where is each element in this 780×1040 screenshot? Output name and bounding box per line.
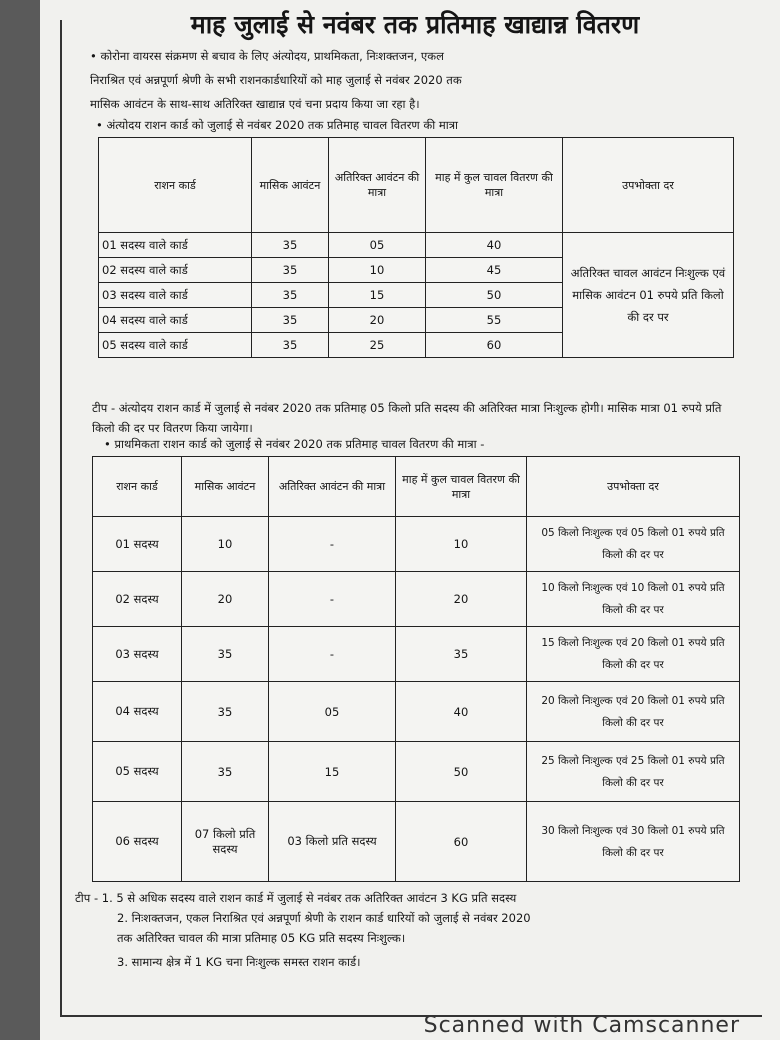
antyodaya-heading: • अंत्योदय राशन कार्ड को जुलाई से नवंबर 2020 तक प्रतिमाह चावल वितरण की मात्रा bbox=[96, 118, 459, 132]
col-header: मासिक आवंटन bbox=[182, 457, 269, 517]
cell-total: 20 bbox=[396, 572, 527, 627]
cell-total: 60 bbox=[396, 802, 527, 882]
cell-rate: 20 किलो निःशुल्क एवं 20 किलो 01 रुपये प्रति किलो की दर पर bbox=[527, 682, 740, 742]
cell-card: 02 सदस्य bbox=[93, 572, 182, 627]
table-header-row bbox=[93, 457, 740, 517]
col-header: मासिक आवंटन bbox=[252, 138, 329, 233]
col-header: माह में कुल चावल वितरण की मात्रा bbox=[426, 138, 563, 233]
cell-total: 50 bbox=[426, 283, 563, 308]
cell-total: 35 bbox=[396, 627, 527, 682]
footnote-line: टीप - 1. 5 से अधिक सदस्य वाले राशन कार्ड में जुलाई से नवंबर तक अतिरिक्त आवंटन 3 KG प्रति सदस्य bbox=[75, 891, 517, 905]
col-header: माह में कुल चावल वितरण की मात्रा bbox=[396, 457, 527, 517]
cell-card: 04 सदस्य वाले कार्ड bbox=[99, 308, 252, 333]
intro-paragraph bbox=[90, 44, 730, 116]
table-row bbox=[93, 682, 740, 742]
cell-card: 04 सदस्य bbox=[93, 682, 182, 742]
intro-line: • कोरोना वायरस संक्रमण से बचाव के लिए अंत्योदय, प्राथमिकता, निःशक्तजन, एकल bbox=[90, 49, 444, 63]
cell-total: 40 bbox=[396, 682, 527, 742]
cell-rate: 15 किलो निःशुल्क एवं 20 किलो 01 रुपये प्रति किलो की दर पर bbox=[527, 627, 740, 682]
cell-total: 50 bbox=[396, 742, 527, 802]
col-header: अतिरिक्त आवंटन की मात्रा bbox=[329, 138, 426, 233]
cell-monthly: 35 bbox=[252, 258, 329, 283]
cell-monthly: 35 bbox=[252, 283, 329, 308]
cell-rate: 10 किलो निःशुल्क एवं 10 किलो 01 रुपये प्रति किलो की दर पर bbox=[527, 572, 740, 627]
cell-extra: 10 bbox=[329, 258, 426, 283]
intro-line: निराश्रित एवं अन्नपूर्णा श्रेणी के सभी राशनकार्डधारियों को माह जुलाई से नवंबर 2020 तक bbox=[90, 73, 462, 87]
cell-monthly: 35 bbox=[182, 682, 269, 742]
intro-line: मासिक आवंटन के साथ-साथ अतिरिक्त खाद्यान्न एवं चना प्रदाय किया जा रहा है। bbox=[90, 97, 420, 111]
cell-rate: 25 किलो निःशुल्क एवं 25 किलो 01 रुपये प्रति किलो की दर पर bbox=[527, 742, 740, 802]
cell-rate: 30 किलो निःशुल्क एवं 30 किलो 01 रुपये प्रति किलो की दर पर bbox=[527, 802, 740, 882]
cell-monthly: 10 bbox=[182, 517, 269, 572]
antyodaya-note: टीप - अंत्योदय राशन कार्ड में जुलाई से नवंबर 2020 तक प्रतिमाह 05 किलो प्रति सदस्य की अतिरिक्त मात्रा निःशुल्क होगी। मासिक मात्रा 01 रुपये प्रति किलो की दर पर वितरण किया जायेगा। bbox=[92, 401, 722, 435]
cell-extra: - bbox=[269, 572, 396, 627]
footnotes bbox=[75, 888, 755, 972]
cell-card: 01 सदस्य वाले कार्ड bbox=[99, 233, 252, 258]
cell-extra: 25 bbox=[329, 333, 426, 358]
page-title: माह जुलाई से नवंबर तक प्रतिमाह खाद्यान्न वितरण bbox=[190, 10, 640, 39]
col-header: उपभोक्ता दर bbox=[527, 457, 740, 517]
antyodaya-table bbox=[98, 137, 734, 358]
col-header: उपभोक्ता दर bbox=[563, 138, 734, 233]
cell-total: 55 bbox=[426, 308, 563, 333]
table-row bbox=[93, 742, 740, 802]
cell-extra: - bbox=[269, 627, 396, 682]
cell-total: 10 bbox=[396, 517, 527, 572]
footnote-line: तक अतिरिक्त चावल की मात्रा प्रतिमाह 05 KG प्रति सदस्य निःशुल्क। bbox=[117, 931, 406, 945]
cell-card: 01 सदस्य bbox=[93, 517, 182, 572]
col-header: राशन कार्ड bbox=[99, 138, 252, 233]
cell-monthly: 07 किलो प्रति सदस्य bbox=[182, 802, 269, 882]
priority-heading: • प्राथमिकता राशन कार्ड को जुलाई से नवंबर 2020 तक प्रतिमाह चावल वितरण की मात्रा - bbox=[104, 437, 485, 451]
table-row bbox=[93, 627, 740, 682]
cell-card: 06 सदस्य bbox=[93, 802, 182, 882]
cell-card: 02 सदस्य वाले कार्ड bbox=[99, 258, 252, 283]
priority-table bbox=[92, 456, 740, 882]
cell-monthly: 35 bbox=[252, 308, 329, 333]
cell-rate: अतिरिक्त चावल आवंटन निःशुल्क एवं मासिक आवंटन 01 रुपये प्रति किलो की दर पर bbox=[563, 233, 734, 358]
cell-card: 05 सदस्य bbox=[93, 742, 182, 802]
table-row bbox=[93, 802, 740, 882]
cell-extra: 03 किलो प्रति सदस्य bbox=[269, 802, 396, 882]
cell-extra: 05 bbox=[329, 233, 426, 258]
cell-total: 45 bbox=[426, 258, 563, 283]
cell-card: 03 सदस्य bbox=[93, 627, 182, 682]
cell-extra: 15 bbox=[269, 742, 396, 802]
footnote-line: 3. सामान्य क्षेत्र में 1 KG चना निःशुल्क समस्त राशन कार्ड। bbox=[117, 955, 361, 969]
table-row bbox=[93, 572, 740, 627]
cell-monthly: 35 bbox=[182, 742, 269, 802]
footnote-line: 2. निःशक्तजन, एकल निराश्रित एवं अन्नपूर्णा श्रेणी के राशन कार्ड धारियों को जुलाई से नवंबर 2020 bbox=[117, 911, 531, 925]
cell-monthly: 35 bbox=[252, 333, 329, 358]
table-header-row bbox=[99, 138, 734, 233]
table-row bbox=[93, 517, 740, 572]
cell-monthly: 35 bbox=[252, 233, 329, 258]
cell-extra: - bbox=[269, 517, 396, 572]
cell-extra: 15 bbox=[329, 283, 426, 308]
table-row bbox=[99, 233, 734, 258]
scanner-watermark: Scanned with Camscanner bbox=[423, 1013, 740, 1038]
col-header: अतिरिक्त आवंटन की मात्रा bbox=[269, 457, 396, 517]
cell-card: 05 सदस्य वाले कार्ड bbox=[99, 333, 252, 358]
cell-extra: 20 bbox=[329, 308, 426, 333]
cell-monthly: 20 bbox=[182, 572, 269, 627]
cell-extra: 05 bbox=[269, 682, 396, 742]
cell-total: 60 bbox=[426, 333, 563, 358]
cell-card: 03 सदस्य वाले कार्ड bbox=[99, 283, 252, 308]
cell-rate: 05 किलो निःशुल्क एवं 05 किलो 01 रुपये प्रति किलो की दर पर bbox=[527, 517, 740, 572]
col-header: राशन कार्ड bbox=[93, 457, 182, 517]
cell-total: 40 bbox=[426, 233, 563, 258]
cell-monthly: 35 bbox=[182, 627, 269, 682]
